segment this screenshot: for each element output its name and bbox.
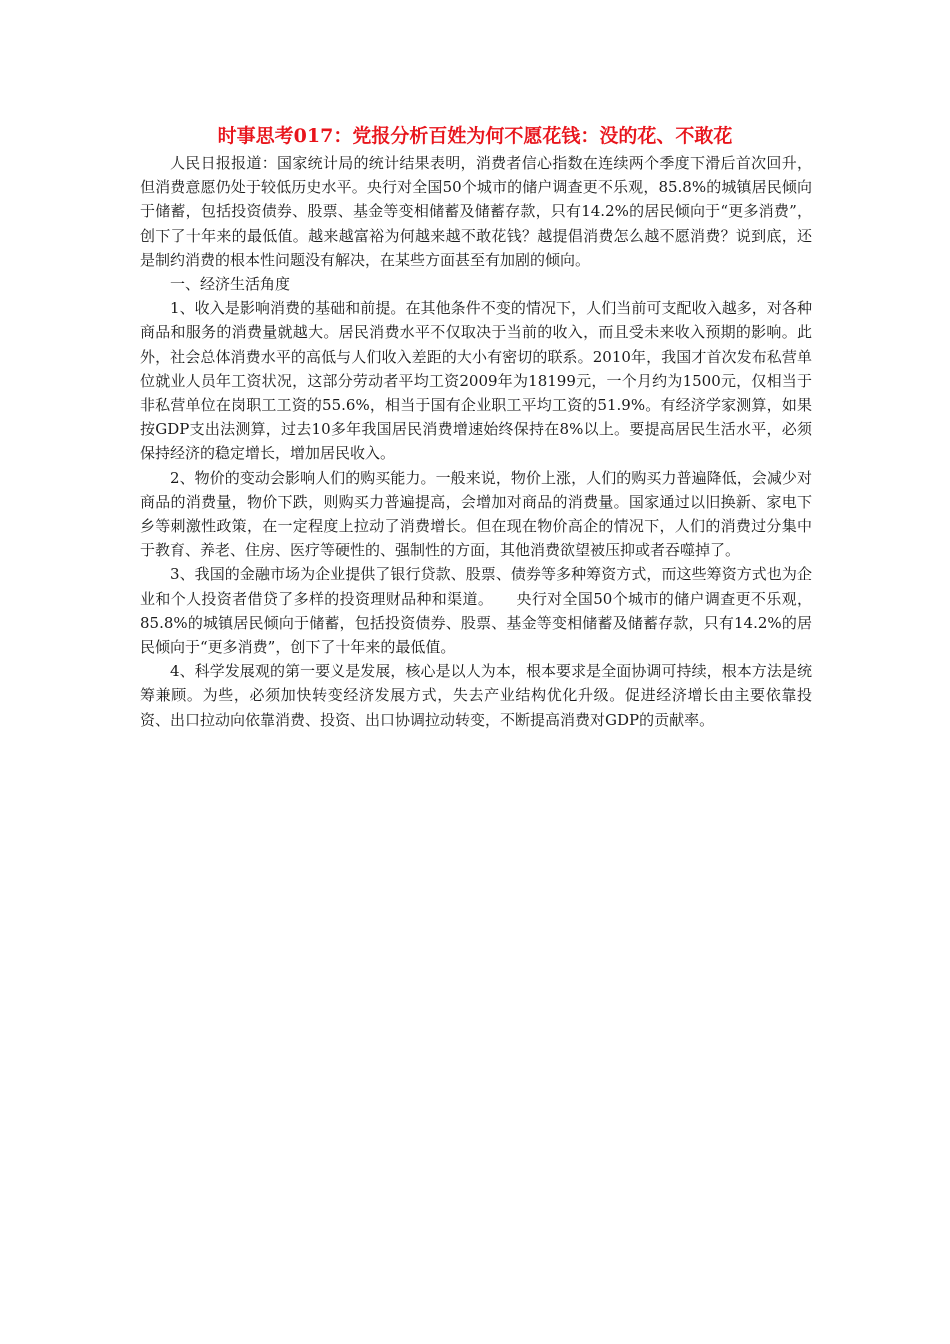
paragraph-point-1: 1、收入是影响消费的基础和前提。在其他条件不变的情况下，人们当前可支配收入越多，对各种商品和服务的消费量就越大。居民消费水平不仅取决于当前的收入，而且受未来收入预期的影响。此外，社会总体消费水平的高低与人们收入差距的大小有密切的联系。2010年，我国才首次发布私营单位就业人员年工资状况，这部分劳动者平均工资2009年为18199元，一个月约为1500元，仅相当于非私营单位在岗职工工资的55.6%，相当于国有企业职工平均工资的51.9%。有经济学家测算，如果按GDP支出法测算，过去10多年我国居民消费增速始终保持在8%以上。要提高居民生活水平，必须保持经济的稳定增长，增加居民收入。 (140, 299, 812, 463)
paragraph-point-4: 4、科学发展观的第一要义是发展，核心是以人为本，根本要求是全面协调可持续，根本方法是统筹兼顾。为些，必须加快转变经济发展方式，失去产业结构优化升级。促进经济增长由主要依靠投资、出口拉动向依靠消费、投资、出口协调拉动转变，不断提高消费对GDP的贡献率。 (140, 662, 812, 729)
paragraph-point-2: 2、物价的变动会影响人们的购买能力。一般来说，物价上涨，人们的购买力普遍降低，会减少对商品的消费量，物价下跌，则购买力普遍提高，会增加对商品的消费量。国家通过以旧换新、家电下乡等刺激性政策，在一定程度上拉动了消费增长。但在现在物价高企的情况下，人们的消费过分集中于教育、养老、住房、医疗等硬性的、强制性的方面，其他消费欲望被压抑或者吞噬掉了。 (140, 468, 812, 560)
paragraph-point-3: 3、我国的金融市场为企业提供了银行贷款、股票、债券等多种筹资方式，而这些筹资方式也为企业和个人投资者借贷了多样的投资理财品种和渠道。 央行对全国50个城市的储户调查更不乐观，85.8%的城镇居民倾向于储蓄，包括投资债券、股票、基金等变相储蓄及储蓄存款，只有14.2%的居民倾向于“更多消费”，创下了十年来的最低值。 (140, 565, 812, 657)
document-body (140, 151, 812, 732)
document-title: 时事思考017：党报分析百姓为何不愿花钱：没的花、不敢花 (217, 125, 733, 147)
paragraph-intro: 人民日报报道：国家统计局的统计结果表明，消费者信心指数在连续两个季度下滑后首次回升，但消费意愿仍处于较低历史水平。央行对全国50个城市的储户调查更不乐观，85.8%的城镇居民倾向于储蓄，包括投资债券、股票、基金等变相储蓄及储蓄存款，只有14.2%的居民倾向于“更多消费”，创下了十年来的最低值。越来越富裕为何越来越不敢花钱？越提倡消费怎么越不愿消费？说到底，还是制约消费的根本性问题没有解决，在某些方面甚至有加剧的倾向。 (140, 154, 812, 269)
section-heading: 一、经济生活角度 (170, 275, 291, 294)
